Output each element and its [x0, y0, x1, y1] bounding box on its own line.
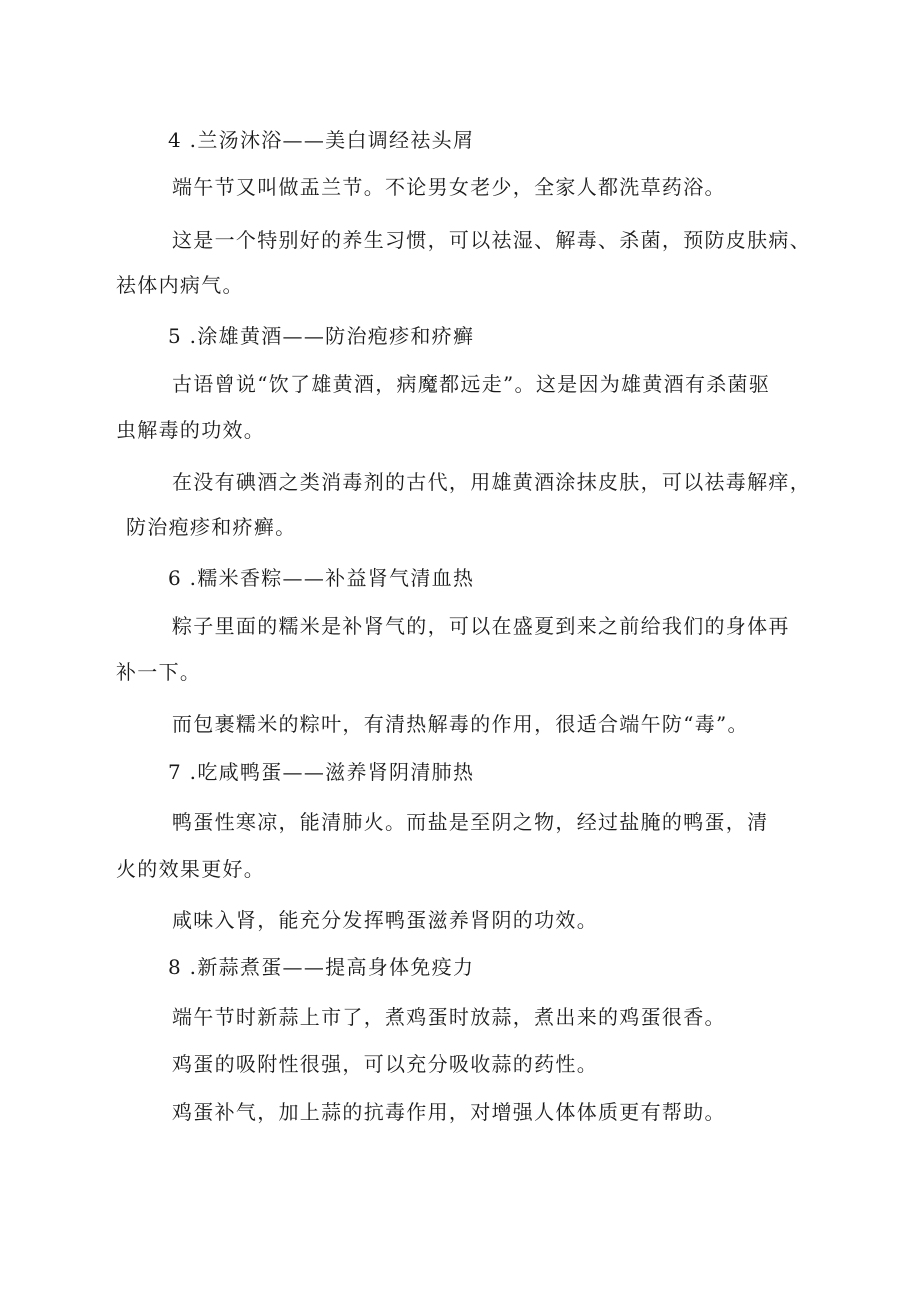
- paragraph-line: 端午节又叫做盂兰节。不论男女老少，全家人都洗草药浴。: [172, 175, 726, 199]
- paragraph-line: 这是一个特别好的养生习惯，可以祛湿、解毒、杀菌，预防皮肤病、: [172, 228, 811, 252]
- section-heading: 7 .吃咸鸭蛋——滋养肾阴清肺热: [168, 760, 475, 784]
- paragraph-line: 补一下。: [116, 660, 202, 684]
- section-heading: 8 .新蒜煮蛋——提高身体免疫力: [168, 955, 475, 979]
- paragraph-line: 在没有碘酒之类消毒剂的古代，用雄黄酒涂抹皮肤，可以祛毒解痒，: [172, 470, 811, 494]
- paragraph-line: 防治疱疹和疥癣。: [126, 515, 297, 539]
- section-heading: 5 .涂雄黄酒——防治疱疹和疥癣: [168, 324, 475, 348]
- paragraph-line: 鸡蛋的吸附性很强，可以充分吸收蒜的药性。: [172, 1052, 598, 1076]
- section-heading: 4 .兰汤沐浴——美白调经祛头屑: [168, 128, 475, 152]
- paragraph-line: 古语曾说“饮了雄黄酒，病魔都远走”。这是因为雄黄酒有杀菌驱: [172, 372, 771, 396]
- paragraph-line: 咸味入肾，能充分发挥鸭蛋滋养肾阴的功效。: [172, 908, 598, 932]
- paragraph-line: 鸭蛋性寒凉，能清肺火。而盐是至阴之物，经过盐腌的鸭蛋，清: [172, 810, 769, 834]
- paragraph-line: 端午节时新蒜上市了，煮鸡蛋时放蒜，煮出来的鸡蛋很香。: [172, 1005, 726, 1029]
- paragraph-line: 而包裹糯米的粽叶，有清热解毒的作用，很适合端午防“毒”。: [172, 712, 749, 736]
- section-heading: 6 .糯米香粽——补益肾气清血热: [168, 566, 475, 590]
- paragraph-line: 祛体内病气。: [116, 273, 244, 297]
- paragraph-line: 虫解毒的功效。: [116, 418, 266, 442]
- paragraph-line: 粽子里面的糯米是补肾气的，可以在盛夏到来之前给我们的身体再: [172, 614, 790, 638]
- paragraph-line: 火的效果更好。: [116, 857, 266, 881]
- paragraph-line: 鸡蛋补气，加上蒜的抗毒作用，对增强人体体质更有帮助。: [172, 1100, 726, 1124]
